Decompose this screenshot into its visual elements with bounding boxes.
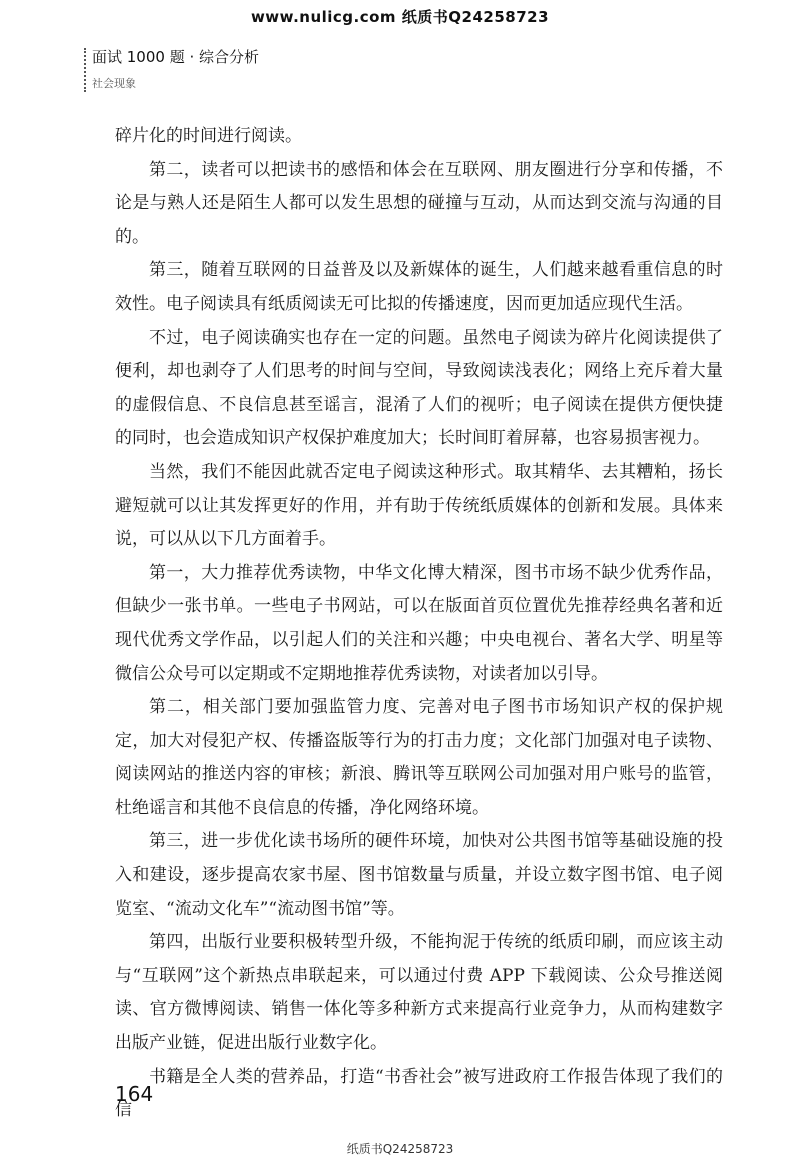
paragraph: 不过，电子阅读确实也存在一定的问题。虽然电子阅读为碎片化阅读提供了便利，却也剥夺了人们思考的时间与空间，导致阅读浅表化；网络上充斥着大量的虚假信息、不良信息甚至谣言，混淆了人们的视听；电子阅读在提供方便快捷的同时，也会造成知识产权保护难度加大；长时间盯着屏幕，也容易损害视力。 xyxy=(115,327,723,449)
bottom-watermark: 纸质书Q24258723 xyxy=(346,1142,454,1156)
paragraph: 当然，我们不能因此就否定电子阅读这种形式。取其精华、去其糟粕，扬长避短就可以让其发挥更好的作用，并有助于传统纸质媒体的创新和发展。具体来说，可以从以下几方面着手。 xyxy=(115,461,723,550)
paragraph: 第四，出版行业要积极转型升级，不能拘泥于传统的纸质印刷，而应该主动与“互联网”这个新热点串联起来，可以通过付费 APP 下载阅读、公众号推送阅读、官方微博阅读、销售一体化等多种新方式来提高行业竞争力，从而构建数字出版产业链，促进出版行业数字化。 xyxy=(115,932,723,1054)
paragraph: 第三，随着互联网的日益普及以及新媒体的诞生，人们越来越看重信息的时效性。电子阅读具有纸质阅读无可比拟的传播速度，因而更加适应现代生活。 xyxy=(115,260,723,314)
header-margin-marks xyxy=(84,48,90,92)
running-header xyxy=(92,46,259,91)
page-number: 164 xyxy=(115,1082,154,1106)
paragraph: 第三，进一步优化读书场所的硬件环境，加快对公共图书馆等基础设施的投入和建设，逐步提高农家书屋、图书馆数量与质量，并设立数字图书馆、电子阅览室、“流动文化车”“流动图书馆”等。 xyxy=(115,831,723,919)
paragraph: 第二，读者可以把读书的感悟和体会在互联网、朋友圈进行分享和传播，不论是与熟人还是陌生人都可以发生思想的碰撞与互动，从而达到交流与沟通的目的。 xyxy=(115,159,723,247)
book-title: 面试 1000 题 · 综合分析 xyxy=(92,48,260,66)
paragraph: 碎片化的时间进行阅读。 xyxy=(115,126,302,146)
top-watermark: www.nulicg.com 纸质书Q24258723 xyxy=(250,8,550,26)
body-text xyxy=(115,120,723,1128)
paragraph: 第一，大力推荐优秀读物，中华文化博大精深，图书市场不缺少优秀作品，但缺少一张书单。一些电子书网站，可以在版面首页位置优先推荐经典名著和近现代优秀文学作品，以引起人们的关注和兴趣；中央电视台、著名大学、明星等微信公众号可以定期或不定期地推荐优秀读物，对读者加以引导。 xyxy=(115,562,723,684)
chapter-title: 社会现象 xyxy=(92,77,136,90)
paragraph: 书籍是全人类的营养品，打造“书香社会”被写进政府工作报告体现了我们的信 xyxy=(115,1066,723,1121)
paragraph: 第二，相关部门要加强监管力度、完善对电子图书市场知识产权的保护规定，加大对侵犯产权、传播盗版等行为的打击力度；文化部门加强对电子读物、阅读网站的推送内容的审核；新浪、腾讯等互联网公司加强对用户账号的监管，杜绝谣言和其他不良信息的传播，净化网络环境。 xyxy=(115,697,723,818)
